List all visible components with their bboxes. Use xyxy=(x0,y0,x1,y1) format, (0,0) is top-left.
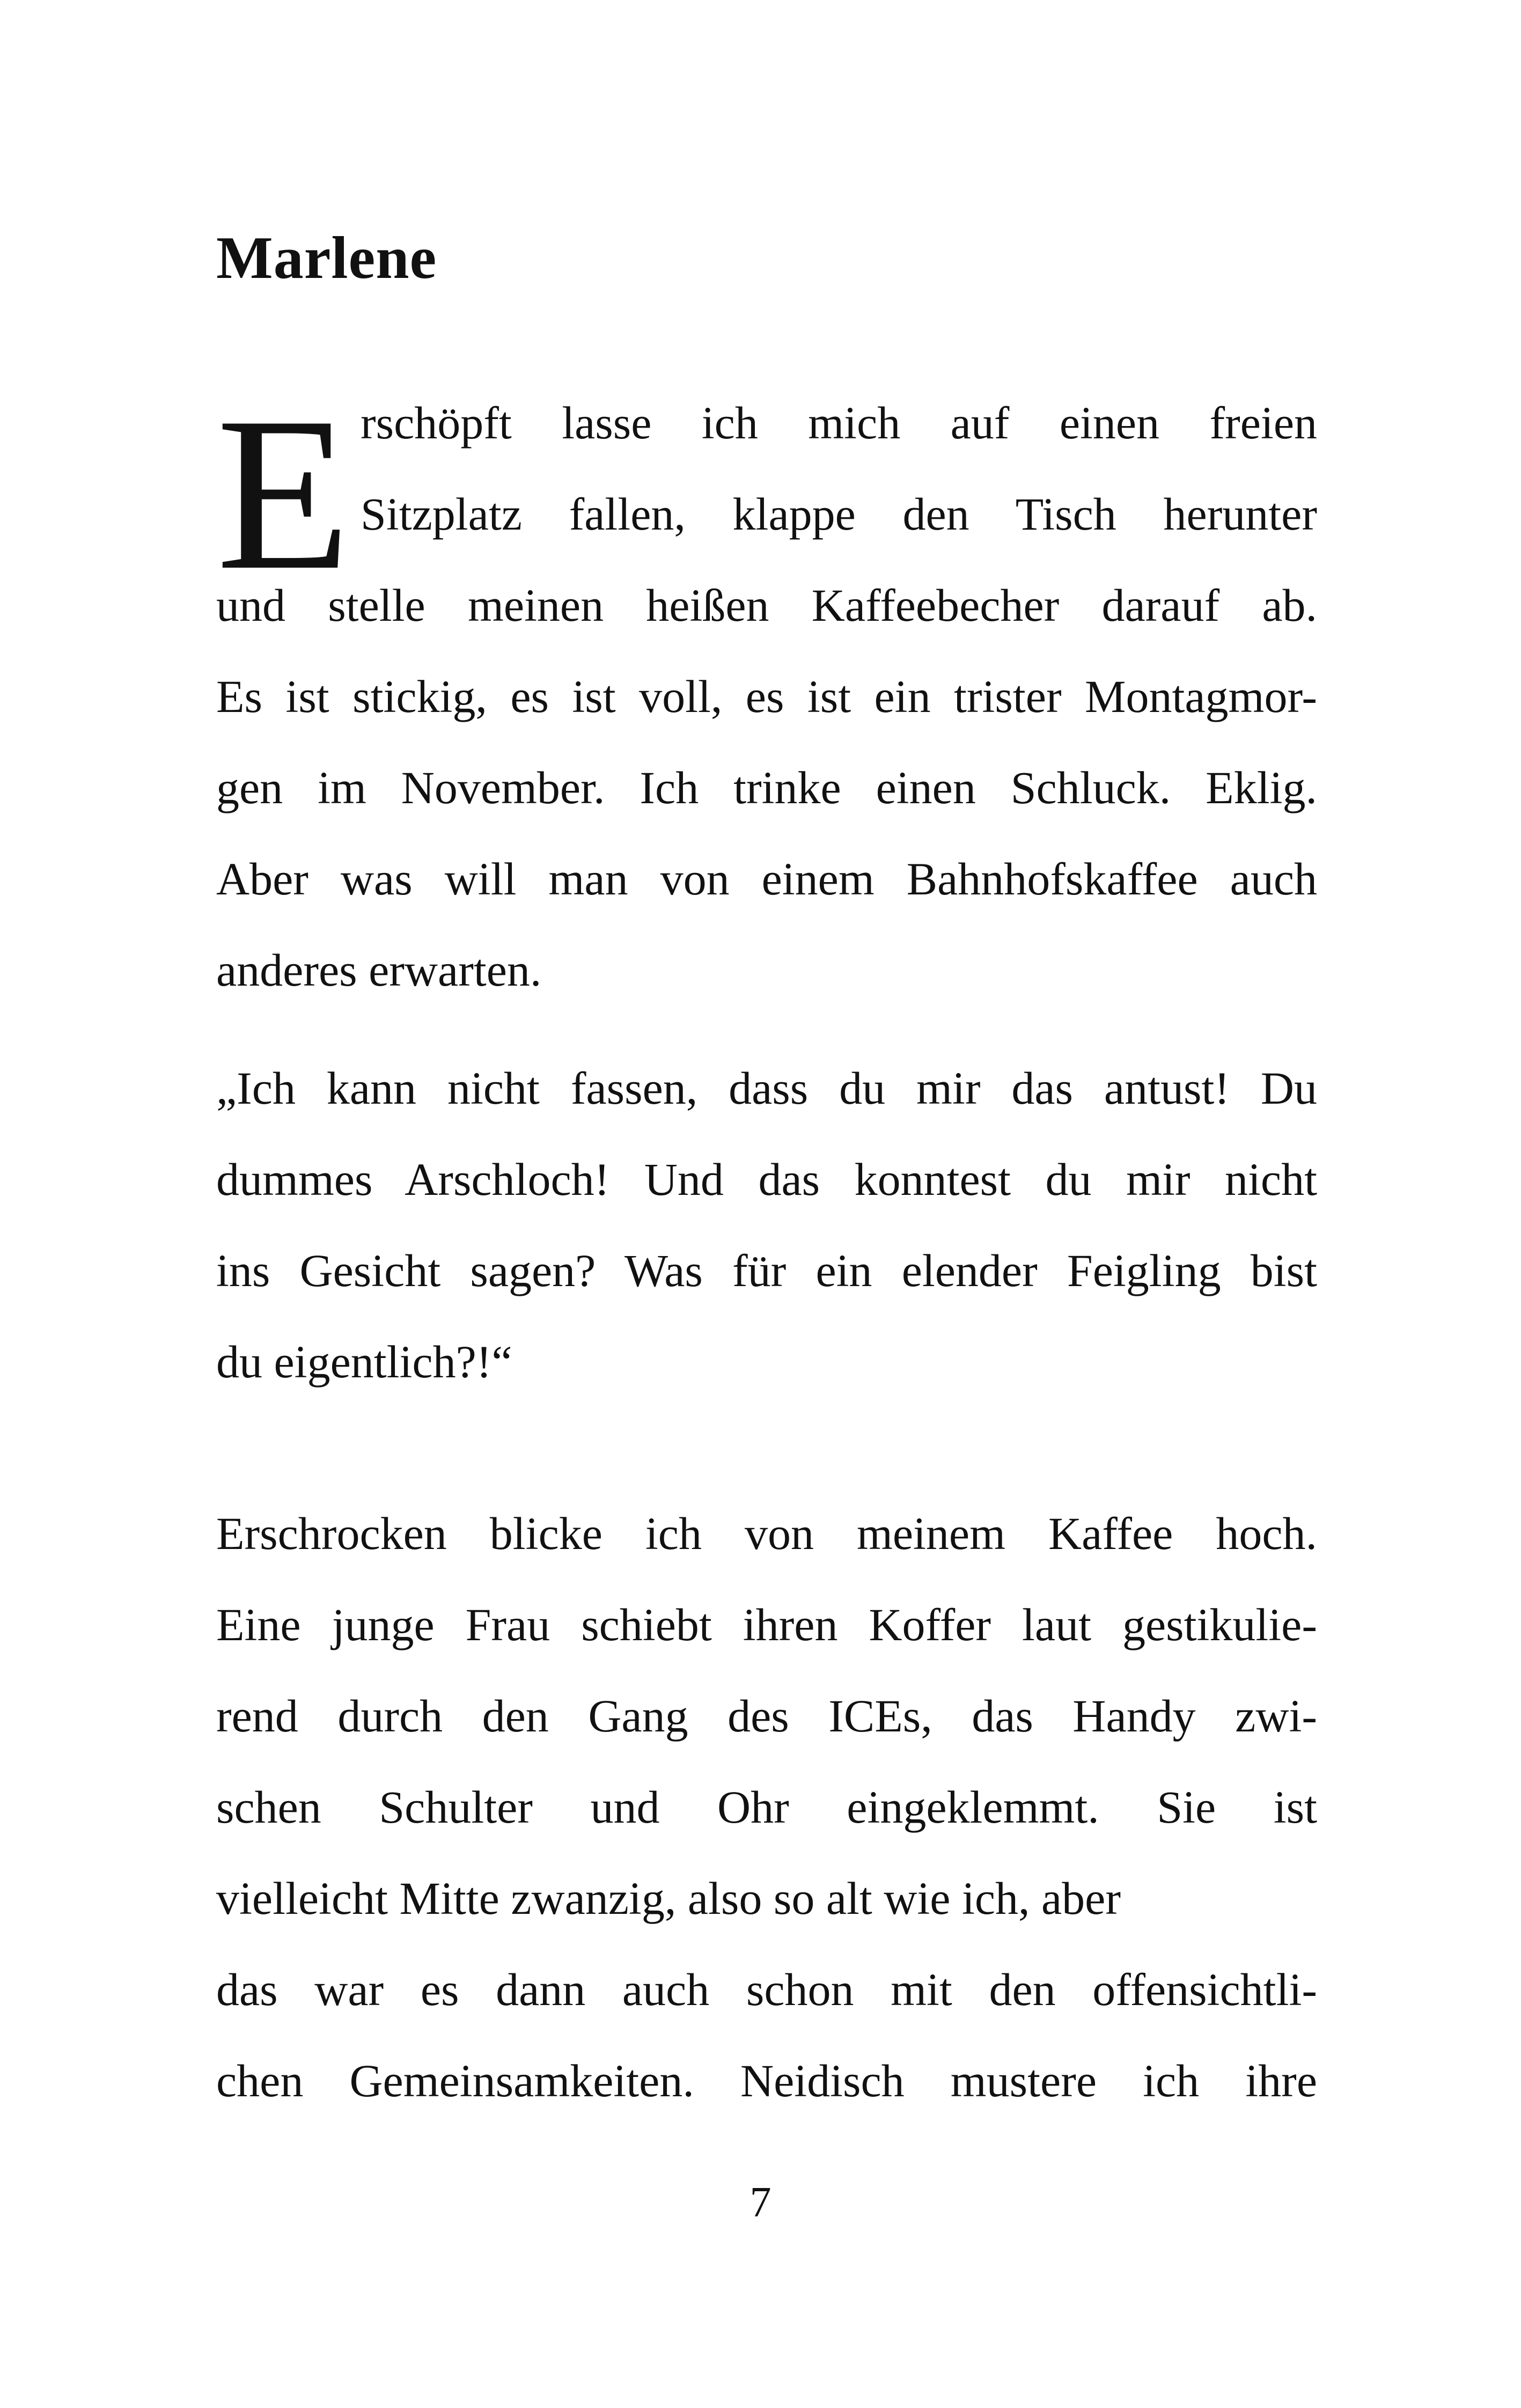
text-line: vielleicht Mitte zwanzig, also so alt wie ich, aber xyxy=(216,1873,1121,1924)
text-line: Erschrocken blicke ich von meinem Kaffee hoch. xyxy=(216,1508,1317,1559)
page-number: 7 xyxy=(750,2179,771,2226)
drop-cap: E xyxy=(216,372,351,615)
text-line: Aber was will man von einem Bahnhofskaffee auch xyxy=(216,853,1317,905)
text-line: das war es dann auch schon mit den offensichtli- xyxy=(216,1964,1317,2015)
text-line: dummes Arschloch! Und das konntest du mir nicht xyxy=(216,1154,1317,1205)
text-line: Es ist stickig, es ist voll, es ist ein trister Montagmor- xyxy=(216,671,1317,722)
text-line: Sitzplatz fallen, klappe den Tisch herunter xyxy=(361,488,1317,540)
text-line: chen Gemeinsamkeiten. Neidisch mustere ich ihre xyxy=(216,2055,1317,2106)
chapter-title: Marlene xyxy=(216,225,437,291)
text-line: anderes erwarten. xyxy=(216,944,542,996)
text-line: rend durch den Gang des ICEs, das Handy zwi- xyxy=(216,1690,1317,1742)
text-line: ins Gesicht sagen? Was für ein elender Feigling bist xyxy=(216,1245,1317,1296)
text-line: und stelle meinen heißen Kaffeebecher darauf ab. xyxy=(216,579,1317,631)
text-line: rschöpft lasse ich mich auf einen freien xyxy=(361,397,1317,449)
text-line: du eigentlich?!“ xyxy=(216,1336,512,1387)
text-line: gen im November. Ich trinke einen Schluck. Eklig. xyxy=(216,762,1317,813)
text-line: Eine junge Frau schiebt ihren Koffer laut gestikulie- xyxy=(216,1599,1317,1650)
text-line: schen Schulter und Ohr eingeklemmt. Sie ist xyxy=(216,1781,1317,1833)
text-line: „Ich kann nicht fassen, dass du mir das antust! Du xyxy=(216,1062,1317,1114)
